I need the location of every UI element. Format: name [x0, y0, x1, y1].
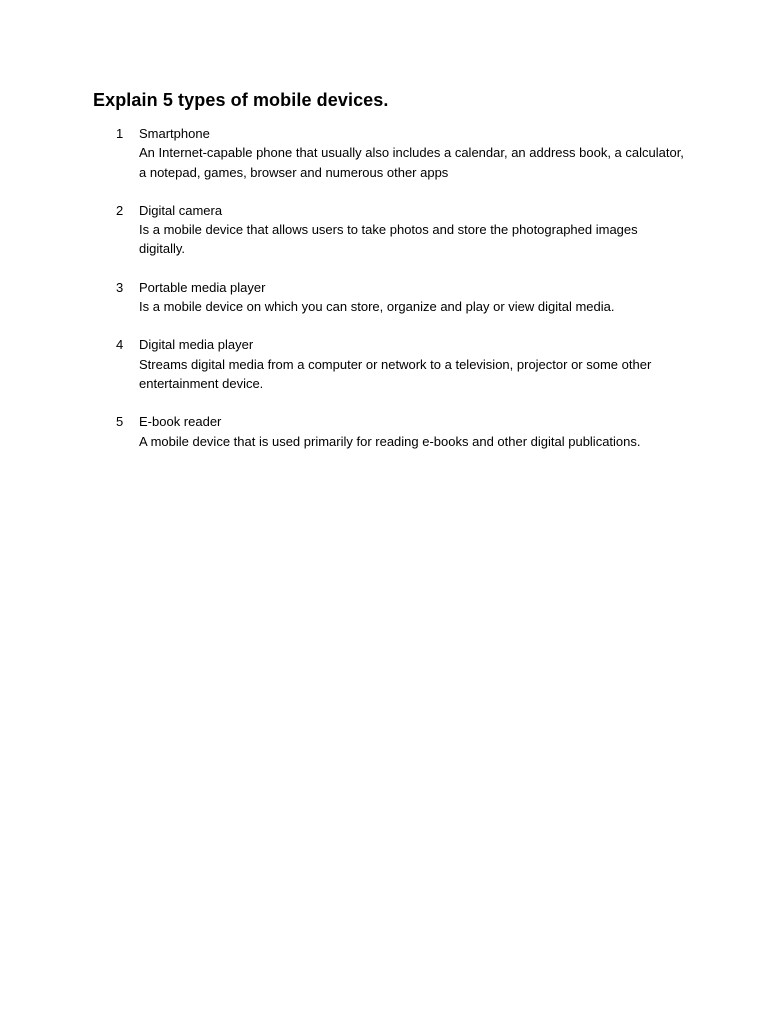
item-heading: Smartphone: [139, 126, 210, 141]
item-description: Is a mobile device that allows users to take photos and store the photographed images digitally.: [139, 222, 638, 257]
item-description: Streams digital media from a computer or network to a television, projector or some other entertainment device.: [139, 356, 652, 391]
item-number: 2: [116, 202, 124, 218]
item-heading: Portable media player: [139, 279, 266, 295]
item-description: Is a mobile device on which you can store, organize and play or view digital media.: [139, 299, 615, 315]
item-description: A mobile device that is used primarily for reading e-books and other digital publications.: [139, 433, 641, 449]
item-description: An Internet-capable phone that usually also includes a calendar, an address book, a calculator, a notepad, games, browser and numerous other apps: [139, 145, 684, 180]
item-number: 1: [116, 126, 124, 141]
page-title: Explain 5 types of mobile devices.: [93, 90, 389, 110]
item-heading: Digital media player: [139, 337, 254, 353]
item-number: 5: [116, 414, 124, 430]
item-number: 4: [116, 337, 124, 353]
mobile-device-types-list: [116, 124, 686, 470]
list-item: [116, 412, 686, 451]
list-item: [116, 124, 686, 182]
item-heading: E-book reader: [139, 414, 222, 430]
item-heading: Digital camera: [139, 202, 223, 218]
item-number: 3: [116, 279, 124, 295]
list-item: [116, 278, 686, 317]
list-item: [116, 201, 686, 259]
list-item: [116, 335, 686, 393]
